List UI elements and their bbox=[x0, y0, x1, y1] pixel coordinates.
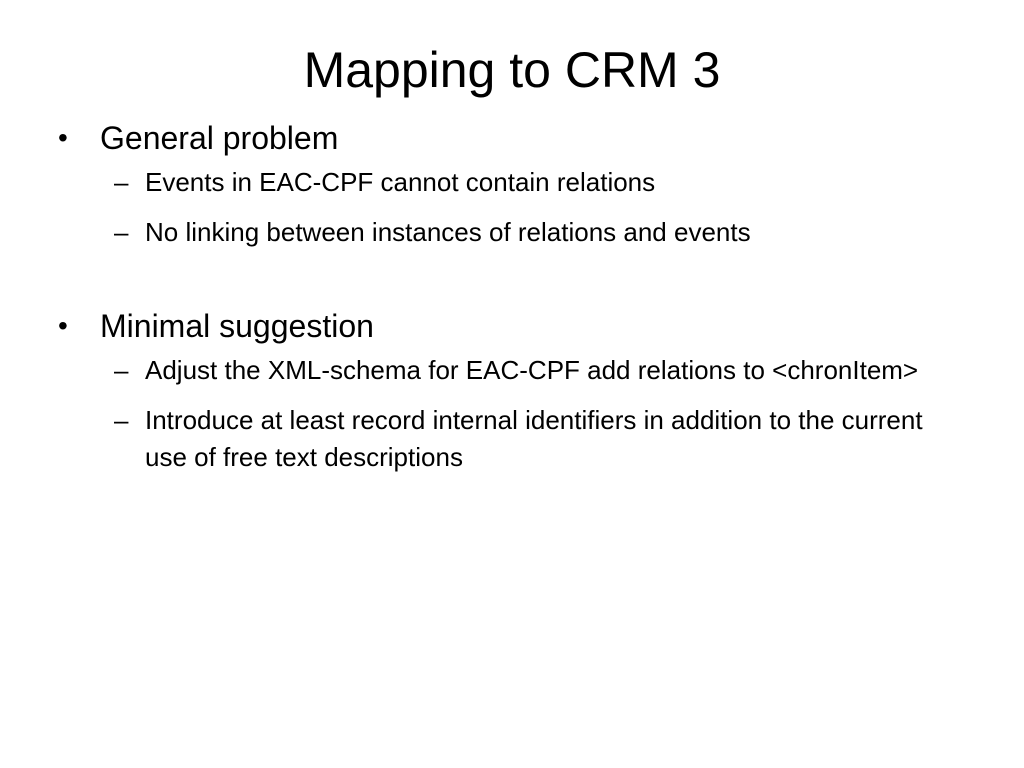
bullet-item bbox=[58, 304, 958, 348]
bullet-dot-icon: • bbox=[58, 310, 68, 341]
bullet-dot-icon: • bbox=[58, 122, 68, 153]
dash-icon: – bbox=[114, 355, 129, 385]
sub-bullet-text: Introduce at least record internal identifiers in addition to the current use of free text descriptions bbox=[145, 405, 923, 472]
sub-bullet-item bbox=[114, 214, 958, 251]
bullet-heading: Minimal suggestion bbox=[100, 308, 374, 344]
dash-icon: – bbox=[114, 405, 129, 435]
sub-bullet-text: Events in EAC-CPF cannot contain relations bbox=[145, 167, 656, 197]
bullet-item bbox=[58, 116, 958, 160]
bullet-section-minimal-suggestion bbox=[58, 304, 958, 476]
section-spacer bbox=[58, 264, 958, 304]
sub-bullet-item bbox=[114, 164, 958, 201]
sub-bullet-text: No linking between instances of relations and events bbox=[145, 217, 751, 247]
sub-bullet-item bbox=[114, 402, 958, 476]
slide-title: Mapping to CRM 3 bbox=[303, 42, 721, 98]
bullet-section-general-problem bbox=[58, 116, 958, 251]
dash-icon: – bbox=[114, 167, 129, 197]
sub-bullet-list bbox=[58, 164, 958, 251]
bullet-heading: General problem bbox=[100, 120, 339, 156]
sub-bullet-item bbox=[114, 352, 958, 389]
sub-bullet-text: Adjust the XML-schema for EAC-CPF add relations to <chronItem> bbox=[145, 355, 919, 385]
dash-icon: – bbox=[114, 217, 129, 247]
slide-body bbox=[58, 116, 958, 489]
sub-bullet-list bbox=[58, 352, 958, 476]
